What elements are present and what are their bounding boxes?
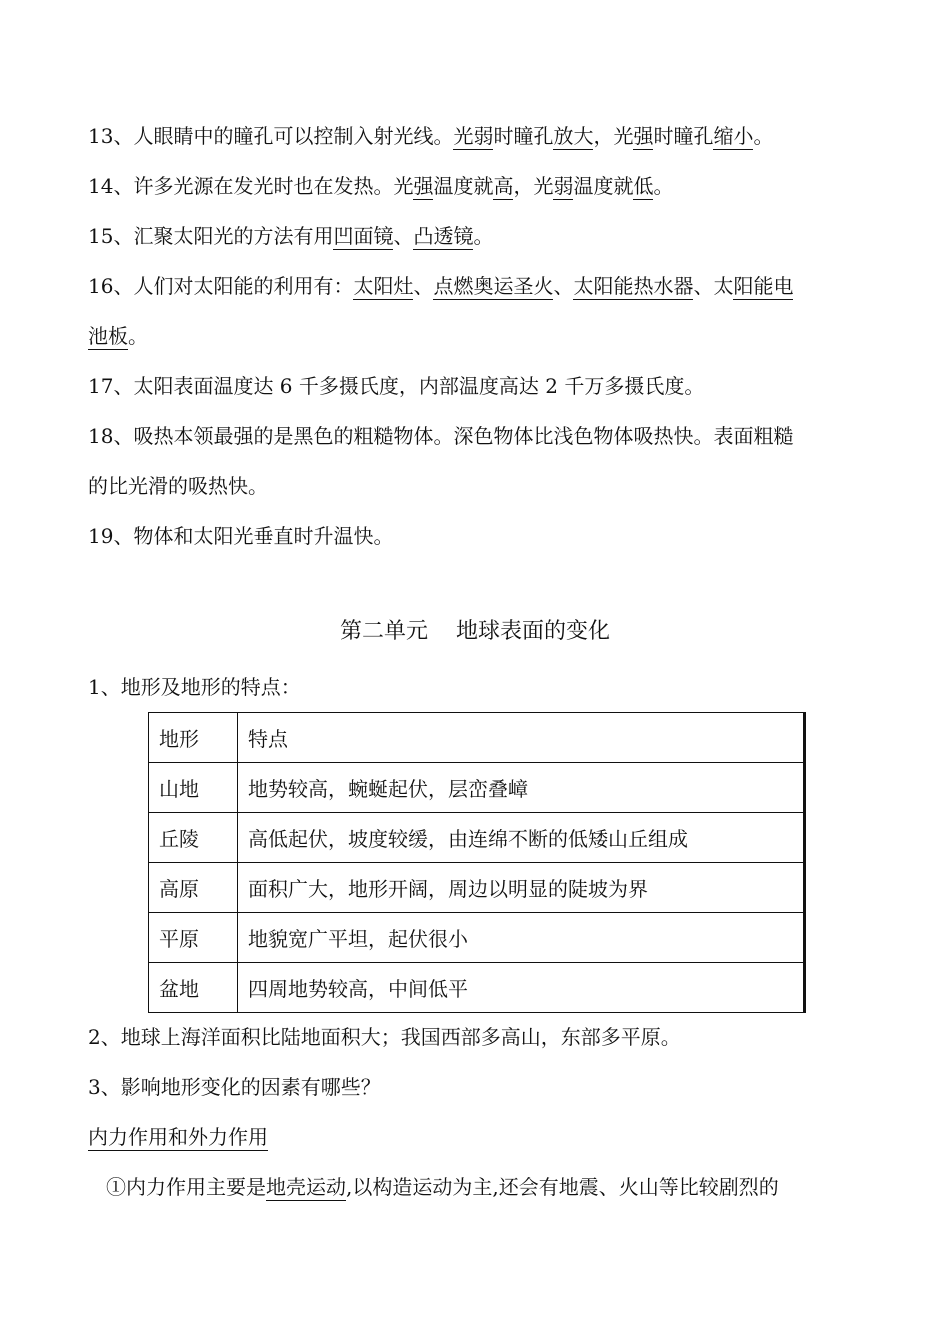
table-header-cell: 特点 <box>238 713 805 763</box>
underlined-answer: 光弱 <box>453 124 494 148</box>
item-16: 16、人们对太阳能的利用有：太阳灶、点燃奥运圣火、太阳能热水器、太阳能电 <box>88 274 794 298</box>
underlined-answer: 凸透镜 <box>413 224 474 248</box>
table-header-row <box>149 713 805 763</box>
underlined-answer: 点燃奥运圣火 <box>433 274 554 298</box>
table-cell: 丘陵 <box>149 813 238 863</box>
table-cell: 地势较高，蜿蜒起伏，层峦叠嶂 <box>238 763 805 813</box>
underlined-answer: 凹面镜 <box>333 224 394 248</box>
point-1: ①内力作用主要是地壳运动,以构造运动为主,还会有地震、火山等比较剧烈的 <box>106 1175 779 1199</box>
landform-table <box>148 712 806 1013</box>
item-18-continued: 的比光滑的吸热快。 <box>88 474 268 498</box>
underlined-answer: 阳能电 <box>733 274 794 298</box>
answer-heading <box>88 1122 268 1152</box>
table-cell: 平原 <box>149 913 238 963</box>
underlined-answer: 地壳运动 <box>266 1175 346 1199</box>
item-16-continued: 池板。 <box>88 324 148 348</box>
table-cell: 四周地势较高，中间低平 <box>238 963 805 1013</box>
table-cell: 高低起伏，坡度较缓，由连绵不断的低矮山丘组成 <box>238 813 805 863</box>
table-row <box>149 913 805 963</box>
question-1: 1、地形及地形的特点： <box>88 675 301 699</box>
table-header-cell: 地形 <box>149 713 238 763</box>
item-13: 13、人眼睛中的瞳孔可以控制入射光线。光弱时瞳孔放大，光强时瞳孔缩小。 <box>88 124 774 148</box>
underlined-answer: 池板 <box>88 324 128 348</box>
item-19: 19、物体和太阳光垂直时升温快。 <box>88 524 394 548</box>
underlined-answer: 强 <box>633 124 654 148</box>
underlined-answer: 太阳能热水器 <box>573 274 694 298</box>
table-row <box>149 813 805 863</box>
underlined-answer: 放大 <box>553 124 594 148</box>
table-cell: 面积广大，地形开阔，周边以明显的陡坡为界 <box>238 863 805 913</box>
underlined-answer: 低 <box>633 174 654 198</box>
table-cell: 盆地 <box>149 963 238 1013</box>
item-17: 17、太阳表面温度达 6 千多摄氏度，内部温度高达 2 千万多摄氏度。 <box>88 374 705 398</box>
item-18: 18、吸热本领最强的是黑色的粗糙物体。深色物体比浅色物体吸热快。表面粗糙 <box>88 424 794 448</box>
underlined-answer: 强 <box>413 174 434 198</box>
item-14: 14、许多光源在发光时也在发热。光强温度就高，光弱温度就低。 <box>88 174 674 198</box>
table-cell: 山地 <box>149 763 238 813</box>
question-3: 3、影响地形变化的因素有哪些？ <box>88 1075 381 1099</box>
table-row <box>149 963 805 1013</box>
table-cell: 地貌宽广平坦，起伏很小 <box>238 913 805 963</box>
table-cell: 高原 <box>149 863 238 913</box>
item-15: 15、汇聚太阳光的方法有用凹面镜、凸透镜。 <box>88 224 494 248</box>
underlined-answer: 内力作用和外力作用 <box>88 1125 268 1149</box>
underlined-answer: 高 <box>493 174 514 198</box>
underlined-answer: 弱 <box>553 174 574 198</box>
table-row <box>149 863 805 913</box>
question-2: 2、地球上海洋面积比陆地面积大；我国西部多高山，东部多平原。 <box>88 1025 681 1049</box>
underlined-answer: 太阳灶 <box>353 274 414 298</box>
unit-title: 第二单元 地球表面的变化 <box>340 619 610 644</box>
underlined-answer: 缩小 <box>713 124 754 148</box>
table-row <box>149 763 805 813</box>
